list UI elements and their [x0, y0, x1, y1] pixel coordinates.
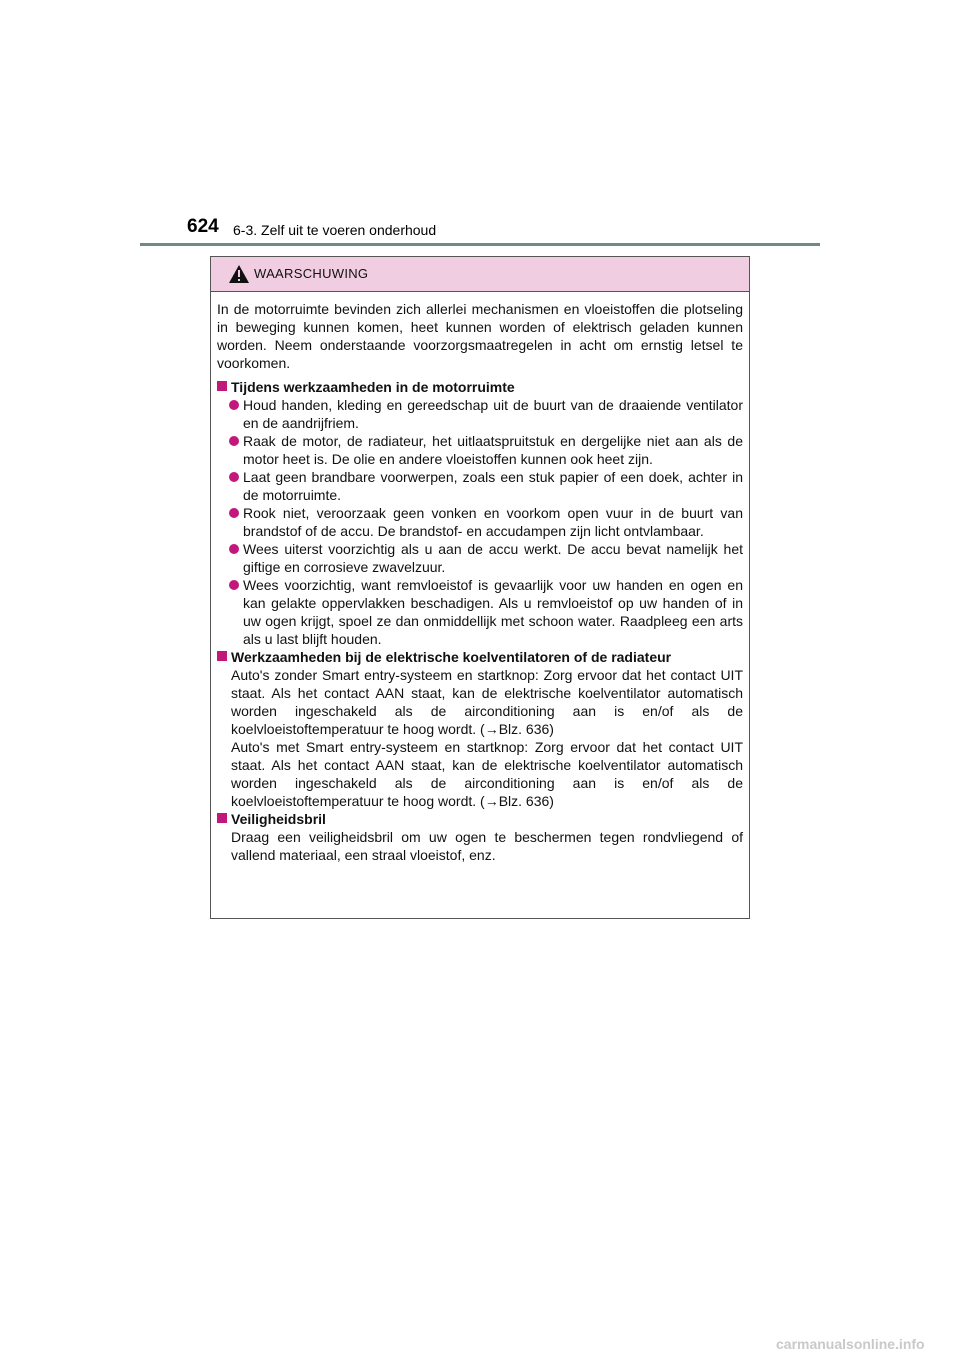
- circle-bullet-icon: [229, 472, 239, 482]
- circle-bullet-icon: [229, 400, 239, 410]
- warning-intro: In de motorruimte bevinden zich allerlei mechanismen en vloeistoffen die plotseling in beweging kunnen komen, heet kunnen worden of elektrisch geladen kunnen worden. Neem onderstaande voorzorgsmaatregelen in acht om ernstig letsel te voorkomen.: [217, 301, 743, 371]
- list-item: Houd handen, kleding en gereedschap uit de buurt van de draaiende ventilator en de aandrijfriem.: [217, 396, 743, 432]
- site-watermark: carmanualsonline.info: [776, 1336, 925, 1352]
- paragraph: Draag een veiligheidsbril om uw ogen te beschermen tegen rondvliegend of vallend materiaal, een straal vloeistof, enz.: [231, 829, 743, 863]
- circle-bullet-icon: [229, 436, 239, 446]
- warning-triangle-icon: [228, 264, 250, 284]
- list-item: Wees uiterst voorzichtig als u aan de accu werkt. De accu bevat namelijk het giftige en corrosieve zwavelzuur.: [217, 540, 743, 576]
- list-item: Wees voorzichtig, want remvloeistof is gevaarlijk voor uw handen en ogen en kan gelakte oppervlakken beschadigen. Als u remvloeistof op uw handen of in uw ogen krijgt, spoel ze dan onmiddellijk met schoon water. Raadpleeg een arts als u last blijft houden.: [217, 576, 743, 648]
- square-bullet-icon: [217, 813, 227, 823]
- circle-bullet-icon: [229, 580, 239, 590]
- page-number: 624: [187, 216, 219, 237]
- warning-label: WAARSCHUWING: [254, 266, 369, 281]
- warning-box: [210, 256, 750, 919]
- header-rule: [140, 243, 820, 246]
- square-bullet-icon: [217, 651, 227, 661]
- warning-header: [211, 257, 749, 292]
- paragraph: Auto's zonder Smart entry-systeem en startknop: Zorg ervoor dat het contact UIT staat. Als het contact AAN staat, kan de elektrische koelventilator automatisch worden ingeschakeld als de airconditioning aan is en/of als de koelvloeistoftemperatuur te hoog wordt. (→Blz. 636): [231, 667, 743, 737]
- list-item: Laat geen brandbare voorwerpen, zoals een stuk papier of een doek, achter in de motorruimte.: [217, 468, 743, 504]
- list-item: Rook niet, veroorzaak geen vonken en voorkom open vuur in de buurt van brandstof of de accu. De brandstof- en accudampen zijn licht ontvlambaar.: [217, 504, 743, 540]
- warning-body: [211, 292, 749, 864]
- list-item: Raak de motor, de radiateur, het uitlaatspruitstuk en dergelijke niet aan als de motor heet is. De olie en andere vloeistoffen kunnen ook heet zijn.: [217, 432, 743, 468]
- section-heading: Werkzaamheden bij de elektrische koelventilatoren of de radiateur: [217, 648, 743, 666]
- circle-bullet-icon: [229, 544, 239, 554]
- page-header: [187, 214, 819, 246]
- paragraph: Auto's met Smart entry-systeem en startknop: Zorg ervoor dat het contact UIT staat. Als het contact AAN staat, kan de elektrische koelventilator automatisch worden ingeschakeld als de airconditioning aan is en/of als de koelvloeistoftemperatuur te hoog wordt. (→Blz. 636): [231, 739, 743, 809]
- circle-bullet-icon: [229, 508, 239, 518]
- square-bullet-icon: [217, 381, 227, 391]
- section-title: 6-3. Zelf uit te voeren onderhoud: [233, 222, 437, 238]
- section-heading: Tijdens werkzaamheden in de motorruimte: [217, 378, 743, 396]
- section-heading: Veiligheidsbril: [217, 810, 743, 828]
